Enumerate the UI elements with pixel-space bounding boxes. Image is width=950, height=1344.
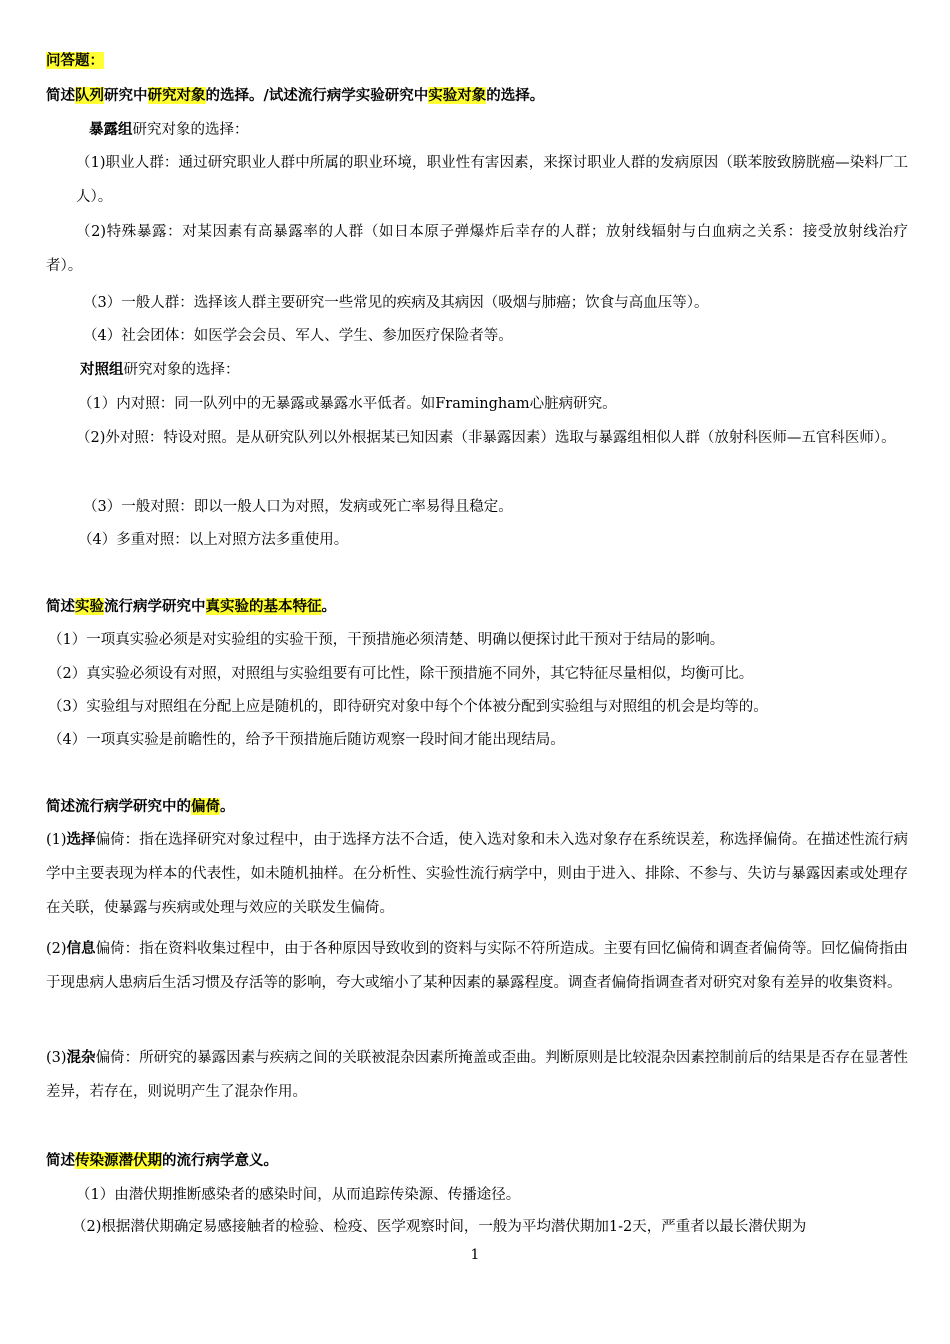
q2-highlight-features: 真实验的基本特征 [205,598,322,615]
header-label: 问答题： [46,52,104,69]
q2-title-part: 流行病学研究中 [104,598,206,615]
control-item-2: （2)外对照：特设对照。是从研究队列以外根据某已知因素（非暴露因素）选取与暴露组相似人群（放射科医师—五官科医师）。 [76,430,896,446]
q4-title-part: 的流行病学意义。 [162,1152,278,1169]
exposed-group-label: 暴露组 [89,121,133,138]
q4-item-2: （2)根据潜伏期确定易感接触者的检验、检疫、医学观察时间，一般为平均潜伏期加1-2天，严重者以最长潜伏期为 [72,1219,807,1235]
q4-item-1: （1）由潜伏期推断感染者的感染时间，从而追踪传染源、传播途径。 [76,1187,521,1203]
question-4-title [46,1150,916,1172]
exposed-group-heading [89,119,950,141]
page-number: 1 [470,1247,480,1263]
question-1-title [46,85,916,107]
question-3-title [46,796,916,818]
information-bias-text: 偏倚：指在资料收集过程中，由于各种原因导致收到的资料与实际不符所造成。主要有回忆偏倚和调查者偏倚等。回忆偏倚指由于现患病人患病后生活习惯及存活等的影响，夸大或缩小了某种因素的暴露程度。调查者偏倚指调查者对研究对象有差异的收集资料。 [46,941,909,991]
control-item-4: （4）多重对照：以上对照方法多重使用。 [78,532,349,548]
q3-title-part: 简述流行病学研究中的 [46,798,191,815]
information-bias-paragraph [46,932,908,1000]
control-item-3: （3）一般对照：即以一般人口为对照，发病或死亡率易得且稳定。 [83,499,513,515]
control-group-rest: 研究对象的选择： [123,362,240,378]
q2-title-part: 简述 [46,598,75,615]
item-prefix: (2) [46,941,67,957]
q3-title-part: 。 [220,798,235,815]
exposed-item-1: （1)职业人群：通过研究职业人群中所属的职业环境，职业性有害因素，来探讨职业人群的发病原因（联苯胺致膀胱癌—染料厂工人）。 [76,155,908,205]
q3-highlight-bias: 偏倚 [191,798,220,815]
q1-title-part: 的选择。/试述流行病学实验研究中 [205,87,429,104]
confounding-bias-text: 偏倚：所研究的暴露因素与疾病之间的关联被混杂因素所掩盖或歪曲。判断原则是比较混杂因素控制前后的结果是否存在显著性差异，若存在，则说明产生了混杂作用。 [46,1050,909,1100]
exposed-group-rest: 研究对象的选择： [132,122,249,138]
q2-item-2: （2）真实验必须设有对照，对照组与实验组要有可比性，除干预措施不同外，其它特征尽量相似，均衡可比。 [48,666,754,682]
control-item-1: （1）内对照：同一队列中的无暴露或暴露水平低者。如Framingham心脏病研究。 [78,396,617,412]
q2-item-3: （3）实验组与对照组在分配上应是随机的，即待研究对象中每个个体被分配到实验组与对照组的机会是均等的。 [48,699,768,715]
selection-bias-text: 偏倚：指在选择研究对象过程中，由于选择方法不合适，使入选对象和未入选对象存在系统误差，称选择偏倚。在描述性流行病学中主要表现为样本的代表性，如未随机抽样。在分析性、实验性流行病学中，则由于进入、排除、不参与、失访与暴露因素或处理存在关联，使暴露与疾病或处理与效应的关联发生偏倚。 [46,832,909,916]
selection-bias-paragraph [46,823,908,925]
q1-highlight-subjects: 研究对象 [147,87,206,104]
exposed-item-4: （4）社会团体：如医学会会员、军人、学生、参加医疗保险者等。 [83,328,513,344]
q2-item-1: （1）一项真实验必须是对实验组的实验干预，干预措施必须清楚、明确以便探讨此干预对于结局的影响。 [48,632,725,648]
confounding-keyword: 混杂 [66,1049,96,1066]
information-keyword: 信息 [66,940,96,957]
item-prefix: (3) [46,1050,67,1066]
exposed-item-3: （3）一般人群：选择该人群主要研究一些常见的疾病及其病因（吸烟与肺癌；饮食与高血压等）。 [83,295,709,311]
question-2-title [46,596,916,618]
confounding-bias-paragraph [46,1041,908,1109]
q2-item-4: （4）一项真实验是前瞻性的，给予干预措施后随访观察一段时间才能出现结局。 [48,732,565,748]
exposed-item-2: （2)特殊暴露：对某因素有高暴露率的人群（如日本原子弹爆炸后幸存的人群；放射线辐射与白血病之关系：接受放射线治疗者）。 [46,224,908,274]
q1-title-part: 研究中 [104,87,148,104]
q1-title-part: 简述 [46,87,75,104]
q4-highlight-incubation: 传染源潜伏期 [75,1152,162,1169]
q4-title-part: 简述 [46,1152,75,1169]
q1-highlight-cohort: 队列 [75,87,104,104]
q2-title-part: 。 [321,598,336,615]
control-group-heading [80,359,950,381]
q1-title-part: 的选择。 [486,87,545,104]
section-header [46,50,916,72]
q1-highlight-experiment-subjects: 实验对象 [428,87,487,104]
item-prefix: (1) [46,832,67,848]
q2-highlight-experiment: 实验 [75,598,104,615]
control-group-label: 对照组 [80,361,124,378]
selection-keyword: 选择 [66,831,96,848]
